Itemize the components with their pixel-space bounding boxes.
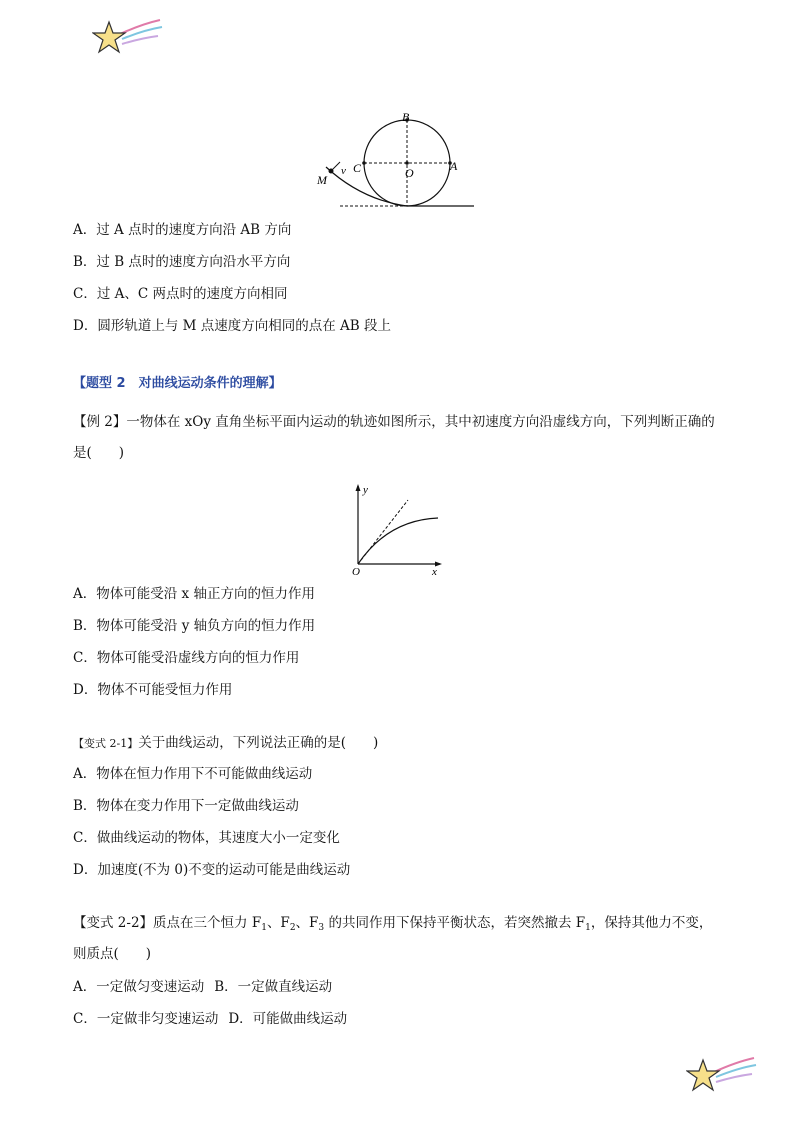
subscript-3: 3 [318, 923, 325, 933]
variant21-option-a: A．物体在恒力作用下不可能做曲线运动 [73, 766, 313, 782]
example2-option-a: A．物体可能受沿 x 轴正方向的恒力作用 [73, 586, 315, 602]
trajectory-figure [348, 482, 448, 577]
q1-option-a: A．过 A 点时的速度方向沿 AB 方向 [73, 222, 292, 238]
example2-option-c: C．物体可能受沿虚线方向的恒力作用 [73, 650, 300, 666]
example2-tag: 【例 2】 [73, 414, 127, 430]
example2-text: 一物体在 xOy 直角坐标平面内运动的轨迹如图所示，其中初速度方向沿虚线方向，下列判断正确的 [126, 414, 715, 430]
variant22-option-a: A．一定做匀变速运动 [73, 979, 205, 995]
label-O: O [405, 166, 414, 180]
variant22-option-c: C．一定做非匀变速运动 [73, 1011, 219, 1027]
variant22-text-d: 的共同作用下保持平衡状态，若突然撤去 F [324, 915, 586, 931]
label-C: C [353, 161, 362, 175]
star-decoration-top [92, 14, 164, 60]
q1-option-d: D．圆形轨道上与 M 点速度方向相同的点在 AB 段上 [73, 318, 391, 334]
axis-label-x: x [432, 566, 437, 577]
variant22-option-d: D．可能做曲线运动 [228, 1011, 348, 1027]
label-A: A [450, 159, 458, 173]
axis-label-origin: O [352, 566, 360, 577]
axis-label-y: y [363, 484, 368, 496]
example2-option-d: D．物体不可能受恒力作用 [73, 682, 233, 698]
variant21-option-b: B．物体在变力作用下一定做曲线运动 [73, 798, 299, 814]
variant21-stem [73, 734, 378, 753]
variant21-option-d: D．加速度(不为 0)不变的运动可能是曲线运动 [73, 862, 351, 878]
example2-stem-line1 [73, 413, 715, 431]
variant22-text-b: 、F [266, 915, 290, 931]
example2-stem-line2: 是( ) [73, 445, 125, 461]
variant22-text-a: 质点在三个恒力 F [153, 915, 262, 931]
circular-track-figure [312, 105, 482, 215]
variant22-text-e: ，保持其他力不变， [590, 915, 713, 931]
label-v: v [341, 165, 346, 177]
variant22-text-c: 、F [295, 915, 319, 931]
subscript-2: 2 [289, 923, 296, 933]
variant22-options-row2 [73, 1010, 347, 1028]
subscript-4: 1 [585, 923, 591, 933]
variant22-options-row1 [73, 978, 332, 996]
label-B: B [402, 110, 410, 124]
section-heading: 【题型 2 对曲线运动条件的理解】 [73, 376, 282, 391]
variant21-option-c: C．做曲线运动的物体，其速度大小一定变化 [73, 830, 340, 846]
q1-option-b: B．过 B 点时的速度方向沿水平方向 [73, 254, 291, 270]
variant22-tag: 【变式 2-2】 [73, 915, 154, 931]
variant22-option-b: B．一定做直线运动 [214, 979, 333, 995]
q1-option-c: C．过 A、C 两点时的速度方向相同 [73, 286, 288, 302]
variant21-text: 关于曲线运动，下列说法正确的是( ) [138, 735, 379, 751]
star-decoration-bottom [686, 1052, 758, 1098]
label-M: M [317, 173, 327, 187]
variant21-tag: 【变式 2-1】 [73, 737, 139, 750]
example2-option-b: B．物体可能受沿 y 轴负方向的恒力作用 [73, 618, 316, 634]
variant22-stem-line1 [73, 914, 712, 937]
subscript-1: 1 [261, 923, 267, 933]
variant22-stem-line2: 则质点( ) [73, 946, 152, 962]
